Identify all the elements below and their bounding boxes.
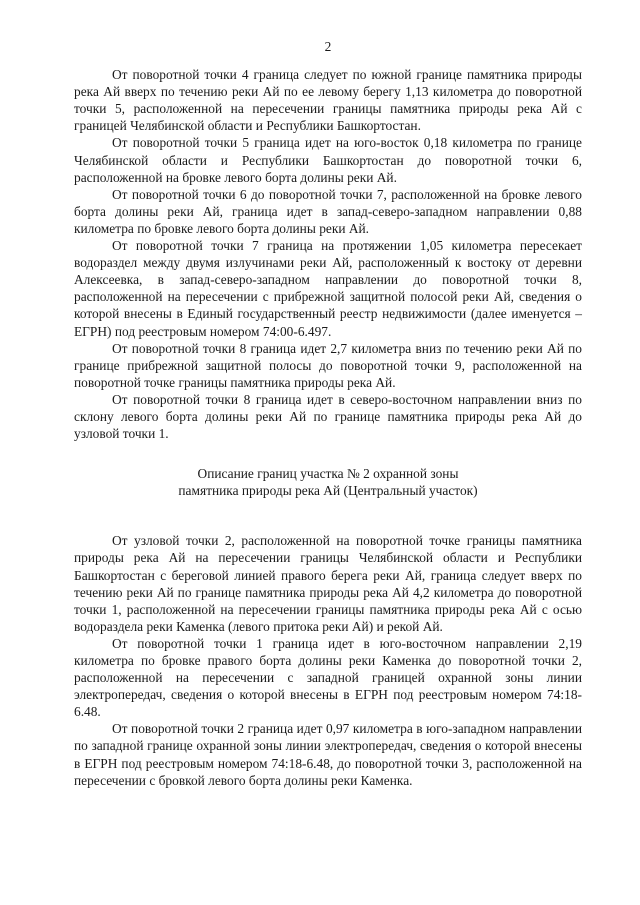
section-heading-line-1: Описание границ участка № 2 охранной зоны — [197, 466, 459, 482]
section-heading-line-2: памятника природы река Ай (Центральный участок) — [178, 483, 478, 499]
boundary-description-section-2 — [74, 532, 582, 788]
paragraph: От узловой точки 2, расположенной на поворотной точке границы памятника природы река Ай на пересечении границы Челябинской области и Республики Башкортостан с береговой линией правого берега реки Ай, граница следует вверх по течению реки Ай по границе памятника природы река Ай 4,2 километра до поворотной точки 1, расположенной на пересечении границы памятника природы река Ай с осью водораздела реки Каменка (левого притока реки Ай) и рекой Ай. — [74, 533, 582, 634]
paragraph: От поворотной точки 4 граница следует по южной границе памятника природы река Ай вверх по течению реки Ай по ее левому берегу 1,13 километра до поворотной точки 5, расположенной на пересечении границы памятника природы река Ай с границей Челябинской области и Республики Башкортостан. — [74, 67, 582, 134]
section-heading — [74, 465, 582, 499]
paragraph: От поворотной точки 7 граница на протяжении 1,05 километра пересекает водораздел между двумя излучинами реки Ай, расположенный к востоку от деревни Алексеевка, в запад-северо-западном направлении до поворотной точки 8, расположенной на пересечении с прибрежной защитной полосой реки Ай, сведения о которой внесены в Единый государственный реестр недвижимости (далее именуется – ЕГРН) под реестровым номером 74:00-6.497. — [74, 238, 582, 339]
paragraph: От поворотной точки 2 граница идет 0,97 километра в юго-западном направлении по западной границе охранной зоны линии электропередач, сведения о которой внесены в ЕГРН под реестровым номером 74:18-6.48, до поворотной точки 3, расположенной на пересечении с бровкой левого борта долины реки Каменка. — [74, 721, 582, 788]
paragraph: От поворотной точки 1 граница идет в юго-восточном направлении 2,19 километра по бровке правого борта долины реки Каменка до поворотной точки 2, расположенной на пересечении с западной границей охранной зоны линии электропередач, сведения о которой внесены в ЕГРН под реестровым номером 74:18-6.48. — [74, 635, 582, 720]
paragraph: От поворотной точки 8 граница идет в северо-восточном направлении вниз по склону левого борта долины реки Ай по границе памятника природы река Ай до узловой точки 1. — [74, 391, 582, 442]
paragraph: От поворотной точки 6 до поворотной точки 7, расположенной на бровке левого борта долины реки Ай, граница идет в запад-северо-западном направлении 0,88 километра по бровке левого борта долины реки Ай. — [74, 186, 582, 236]
paragraph: От поворотной точки 8 граница идет 2,7 километра вниз по течению реки Ай по границе прибрежной защитной полосы до поворотной точки 9, расположенной на поворотной точке границы памятника природы река Ай. — [74, 340, 582, 390]
paragraph: От поворотной точки 5 граница идет на юго-восток 0,18 километра по границе Челябинской области и Республики Башкортостан до поворотной точки 6, расположенной на бровке левого борта долины реки Ай. — [74, 135, 582, 185]
page-number: 2 — [324, 39, 332, 54]
boundary-description-section-1 — [74, 66, 582, 442]
